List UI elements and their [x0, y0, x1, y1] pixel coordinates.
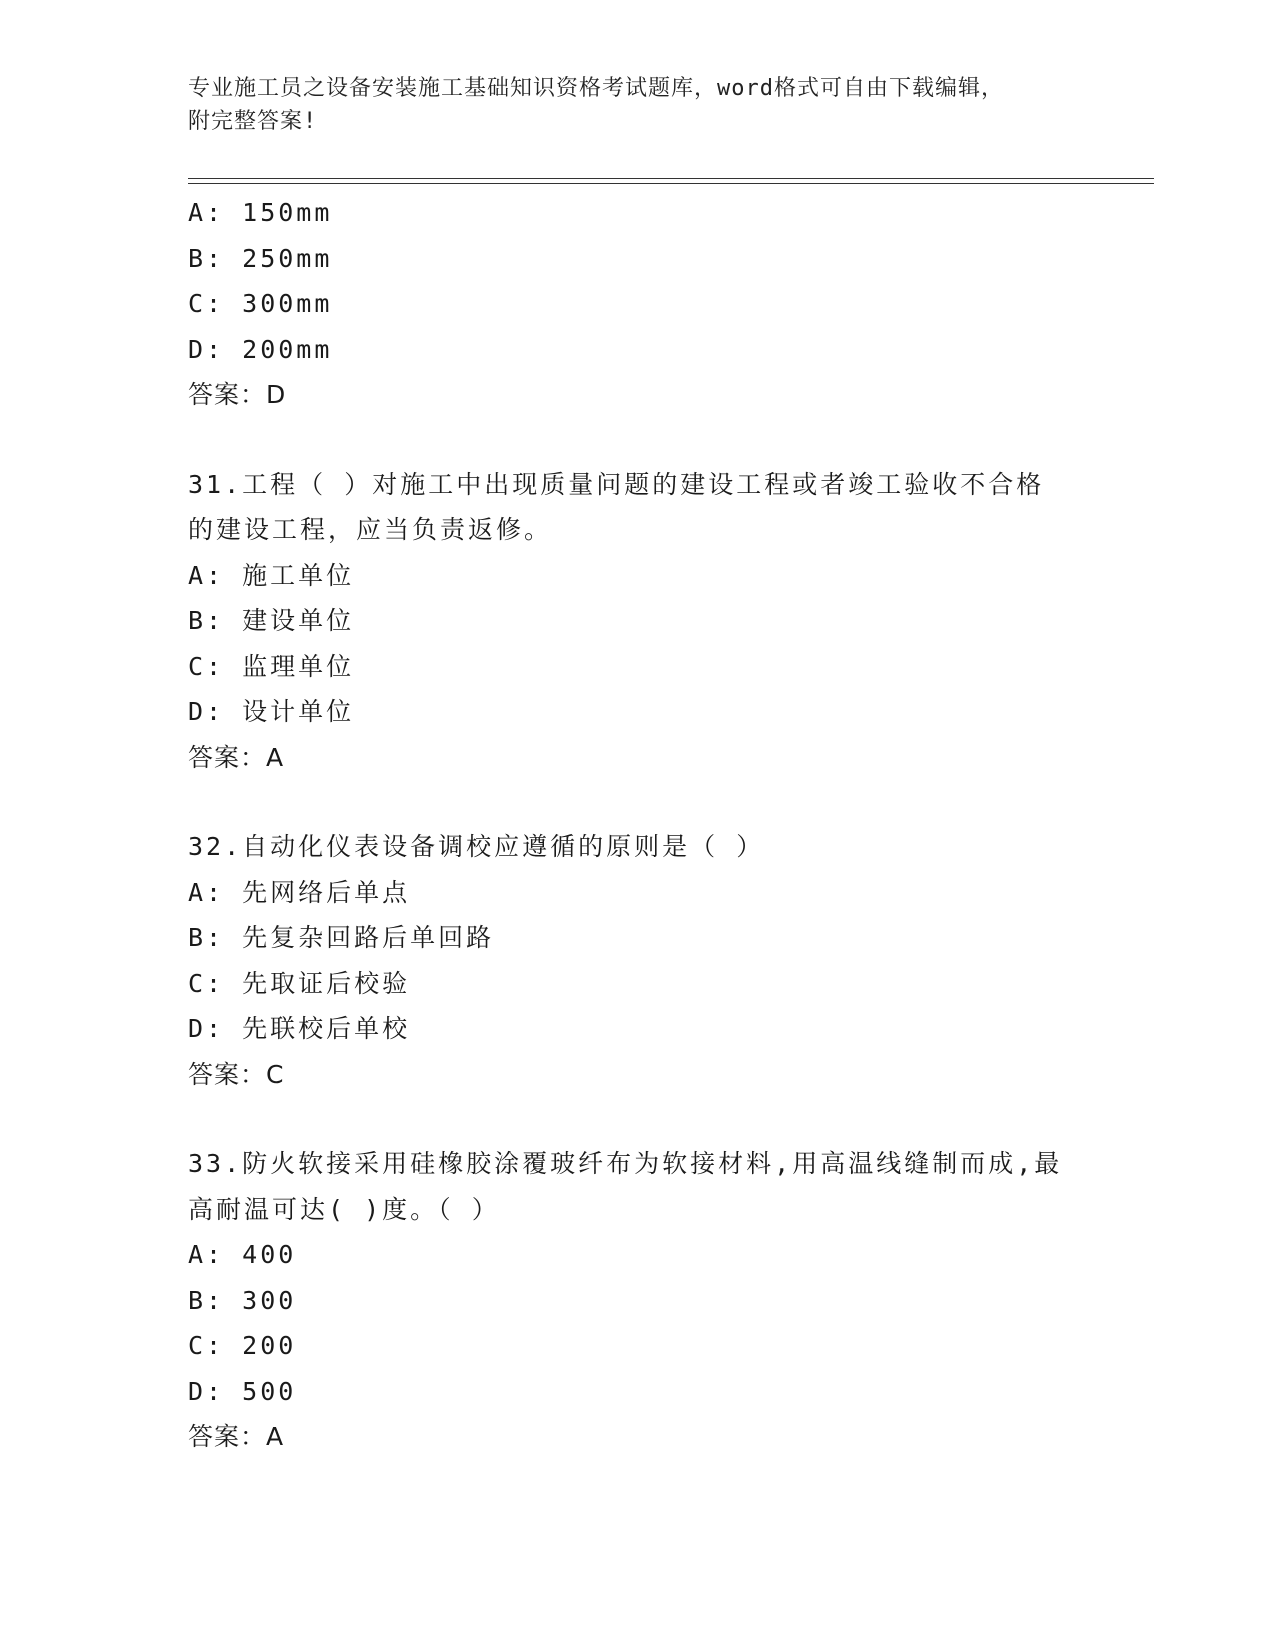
answer-line: 答案：A [188, 742, 285, 772]
option-c: C: 200 [188, 1331, 297, 1360]
question-text-line-1: 32.自动化仪表设备调校应遵循的原则是（ ） [188, 832, 765, 861]
answer-line: 答案：A [188, 1422, 285, 1451]
question-text-line-2: 高耐温可达( )度。（ ） [188, 1194, 500, 1224]
option-b: B: 300 [188, 1285, 297, 1315]
option-c: C: 监理单位 [188, 651, 355, 681]
question-33 [188, 1141, 1088, 1460]
question-30 [188, 190, 1088, 418]
question-31 [188, 462, 1088, 781]
option-b: B: 先复杂回路后单回路 [188, 923, 495, 952]
header-rule-bottom [188, 183, 1154, 184]
header-line-1: 专业施工员之设备安装施工基础知识资格考试题库，word格式可自由下载编辑， [188, 76, 1004, 101]
option-d: D: 设计单位 [188, 697, 355, 726]
question-text-line-2: 的建设工程，应当负责返修。 [188, 515, 553, 544]
answer-line: 答案：D [188, 380, 287, 409]
header-rule-top [188, 178, 1154, 179]
option-b: B: 建设单位 [188, 606, 355, 635]
option-c: C: 300mm [188, 289, 333, 318]
document-header [188, 72, 1068, 138]
option-a: A: 施工单位 [188, 560, 355, 590]
option-d: D: 先联校后单校 [188, 1014, 411, 1043]
question-list [188, 190, 1088, 1460]
option-a: A: 先网络后单点 [188, 877, 411, 907]
question-text-line-1: 33.防火软接采用硅橡胶涂覆玻纤布为软接材料,用高温线缝制而成,最 [188, 1149, 1063, 1178]
question-text-line-1: 31.工程（ ）对施工中出现质量问题的建设工程或者竣工验收不合格 [188, 469, 1045, 499]
option-d: D: 500 [188, 1376, 297, 1406]
option-b: B: 250mm [188, 243, 333, 273]
question-32 [188, 824, 1088, 1097]
option-c: C: 先取证后校验 [188, 968, 411, 998]
option-a: A: 150mm [188, 198, 333, 227]
option-a: A: 400 [188, 1240, 297, 1269]
answer-line: 答案：C [188, 1059, 285, 1089]
header-line-2: 附完整答案! [188, 109, 318, 134]
option-d: D: 200mm [188, 334, 333, 364]
